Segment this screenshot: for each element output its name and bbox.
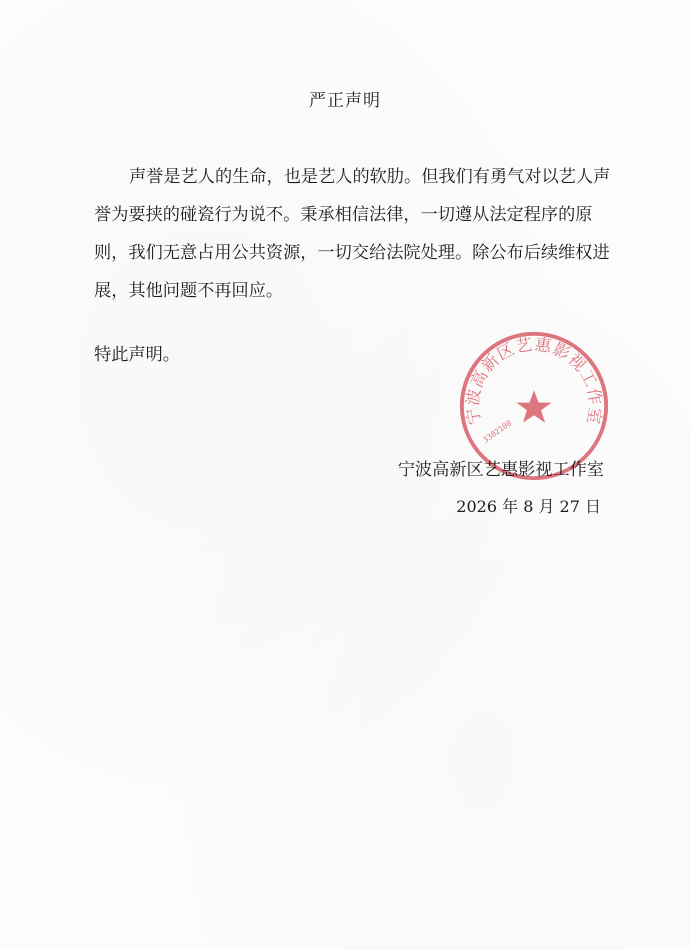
closing-line: 特此声明。 [94,345,180,365]
star-icon [516,390,551,422]
statement-date: 2026 年 8 月 27 日 [456,497,601,516]
statement-paragraph [94,158,614,310]
seal-code: 3302100 [481,418,514,445]
document-title: 严正声明 [309,91,381,111]
statement-text: 声誉是艺人的生命，也是艺人的软肋。但我们有勇气对以艺人声誉为要挟的碰瓷行为说不。秉承相信法律，一切遵从法定程序的原则，我们无意占用公共资源，一切交给法院处理。除公布后续维权进展，其他问题不再回应。 [94,167,611,301]
signer-name: 宁波高新区艺惠影视工作室 [397,460,604,480]
seal-text: 宁波高新区艺惠影视工作室 [462,334,606,427]
